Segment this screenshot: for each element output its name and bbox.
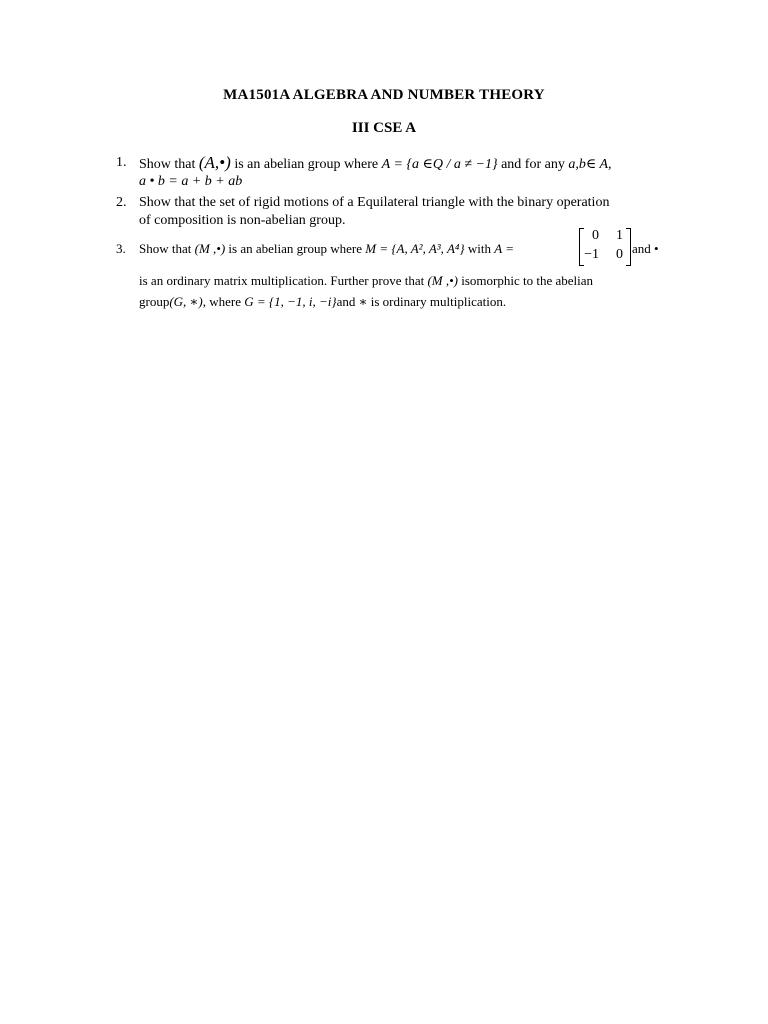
document-subtitle: III CSE A: [351, 120, 417, 136]
text: with: [467, 241, 491, 256]
set-definition: M = {A, A², A³, A⁴}: [365, 241, 465, 256]
matrix-cell: 0: [592, 228, 599, 243]
question-1-line-1: [139, 153, 612, 174]
matrix-cell: 1: [616, 228, 623, 243]
question-3-line-3: [139, 292, 506, 311]
question-number: 2.: [116, 195, 127, 210]
set-definition: G = {1, −1, i, −i}: [244, 294, 337, 309]
question-number: 1.: [116, 155, 127, 170]
document-title: MA1501A ALGEBRA AND NUMBER THEORY: [223, 87, 545, 103]
group-pair: (M ,•): [194, 241, 226, 256]
matrix-a: [579, 228, 631, 266]
text: , where: [202, 294, 241, 309]
text: is an abelian group where: [234, 157, 379, 172]
set-definition: A = {a ∈Q / a ≠ −1}: [381, 157, 498, 172]
text: isomorphic to the abelian: [461, 273, 594, 288]
text: and: [336, 294, 356, 309]
text: is an abelian group where: [228, 241, 362, 256]
question-1-line-2: a • b = a + b + ab: [139, 174, 243, 189]
question-3-line-1: [139, 239, 514, 258]
question-2-line-1: Show that the set of rigid motions of a Equilateral triangle with the binary operation: [139, 195, 610, 210]
matrix-cell: 0: [616, 247, 623, 262]
question-2-line-2: of composition is non-abelian group.: [139, 213, 346, 228]
group-pair: (G, ∗): [169, 294, 203, 309]
matrix-name: A =: [494, 241, 514, 256]
group-pair: (A,•): [198, 153, 231, 172]
elements: a,b∈ A,: [568, 157, 612, 172]
group-pair: (M ,•): [427, 273, 459, 288]
operator: ∗: [358, 294, 368, 309]
matrix-cell: −1: [584, 247, 599, 262]
text: is ordinary multiplication.: [370, 294, 507, 309]
text: group: [139, 294, 170, 309]
text: is an ordinary matrix multiplication. Further prove that: [139, 273, 425, 288]
text: Show that: [139, 241, 192, 256]
question-3-line-2: [139, 271, 593, 290]
text: Show that: [139, 157, 196, 172]
matrix-right-bracket: [626, 228, 631, 266]
question-number: 3.: [116, 241, 126, 256]
text: and for any: [501, 157, 565, 172]
trailing-text: and •: [632, 241, 659, 256]
